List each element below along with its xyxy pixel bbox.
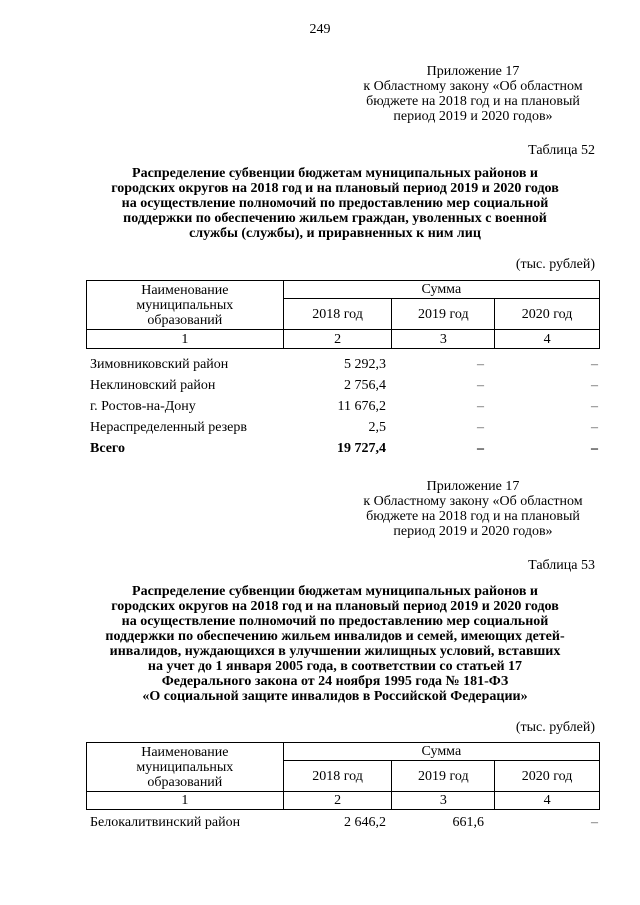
table-body-52 xyxy=(90,354,600,459)
sum-header: Сумма xyxy=(283,743,599,761)
table-row: Зимовниковский район 5 292,3 – – xyxy=(90,357,598,372)
column-number: 4 xyxy=(495,330,600,349)
column-number: 4 xyxy=(495,792,600,810)
page-number: 249 xyxy=(309,22,331,37)
table-label-52: Таблица 52 xyxy=(528,143,595,158)
units-label-53: (тыс. рублей) xyxy=(515,720,595,735)
appendix-note-53 xyxy=(348,479,598,539)
appendix-line: период 2019 и 2020 годов» xyxy=(393,109,553,124)
appendix-line: Приложение 17 xyxy=(426,479,520,494)
title-line: на осуществление полномочий по предоставлению мер социальной xyxy=(121,614,549,629)
title-line: городских округов на 2018 год и на плановый период 2019 и 2020 годов xyxy=(111,181,559,196)
appendix-line: период 2019 и 2020 годов» xyxy=(393,524,553,539)
title-line: Федерального закона от 24 ноября 1995 года № 181-ФЗ xyxy=(161,674,509,689)
table-row: г. Ростов-на-Дону 11 676,2 – – xyxy=(90,399,598,414)
appendix-line: к Областному закону «Об областном xyxy=(363,494,583,509)
name-column-header: Наименование муниципальных образований xyxy=(87,281,284,330)
table-row: Белокалитвинский район 2 646,2 661,6 – xyxy=(90,815,598,830)
title-line: инвалидов, нуждающихся в улучшении жилищных условий, вставших xyxy=(109,644,561,659)
units-label-52: (тыс. рублей) xyxy=(515,257,595,272)
title-line: на осуществление полномочий по предоставлению мер социальной xyxy=(121,196,549,211)
table-title-53 xyxy=(95,584,575,704)
table-title-52 xyxy=(95,166,575,241)
column-number: 3 xyxy=(392,330,495,349)
table-header-53 xyxy=(86,742,600,810)
sum-header: Сумма xyxy=(283,281,599,299)
name-column-header: Наименование муниципальных образований xyxy=(87,743,284,792)
total-row: Всего 19 727,4 – – xyxy=(90,441,598,456)
title-line: городских округов на 2018 год и на плановый период 2019 и 2020 годов xyxy=(111,599,559,614)
appendix-note-52 xyxy=(348,64,598,124)
table-label-53: Таблица 53 xyxy=(528,558,595,573)
year-header-2019: 2019 год xyxy=(392,761,495,792)
column-number: 1 xyxy=(87,792,284,810)
table-body-53 xyxy=(90,812,600,833)
title-line: Распределение субвенции бюджетам муниципальных районов и xyxy=(132,166,538,181)
column-number: 3 xyxy=(392,792,495,810)
table-row: Нераспределенный резерв 2,5 – – xyxy=(90,420,598,435)
appendix-line: Приложение 17 xyxy=(426,64,520,79)
column-number: 1 xyxy=(87,330,284,349)
year-header-2020: 2020 год xyxy=(495,761,600,792)
appendix-line: к Областному закону «Об областном xyxy=(363,79,583,94)
title-line: поддержки по обеспечению жильем граждан, уволенных с военной xyxy=(123,211,547,226)
table-header-52 xyxy=(86,280,600,349)
title-line: службы (службы), и приравненных к ним лиц xyxy=(189,226,481,241)
year-header-2019: 2019 год xyxy=(392,299,495,330)
title-line: Распределение субвенции бюджетам муниципальных районов и xyxy=(132,584,538,599)
year-header-2018: 2018 год xyxy=(283,299,392,330)
appendix-line: бюджете на 2018 год и на плановый xyxy=(366,509,580,524)
year-header-2018: 2018 год xyxy=(283,761,392,792)
appendix-line: бюджете на 2018 год и на плановый xyxy=(366,94,580,109)
table-row: Неклиновский район 2 756,4 – – xyxy=(90,378,598,393)
year-header-2020: 2020 год xyxy=(495,299,600,330)
title-line: поддержки по обеспечению жильем инвалидов и семей, имеющих детей- xyxy=(105,629,565,644)
title-line: на учет до 1 января 2005 года, в соответствии со статьей 17 xyxy=(147,659,523,674)
column-number: 2 xyxy=(283,330,392,349)
column-number: 2 xyxy=(283,792,392,810)
title-line: «О социальной защите инвалидов в Российской Федерации» xyxy=(142,689,528,704)
